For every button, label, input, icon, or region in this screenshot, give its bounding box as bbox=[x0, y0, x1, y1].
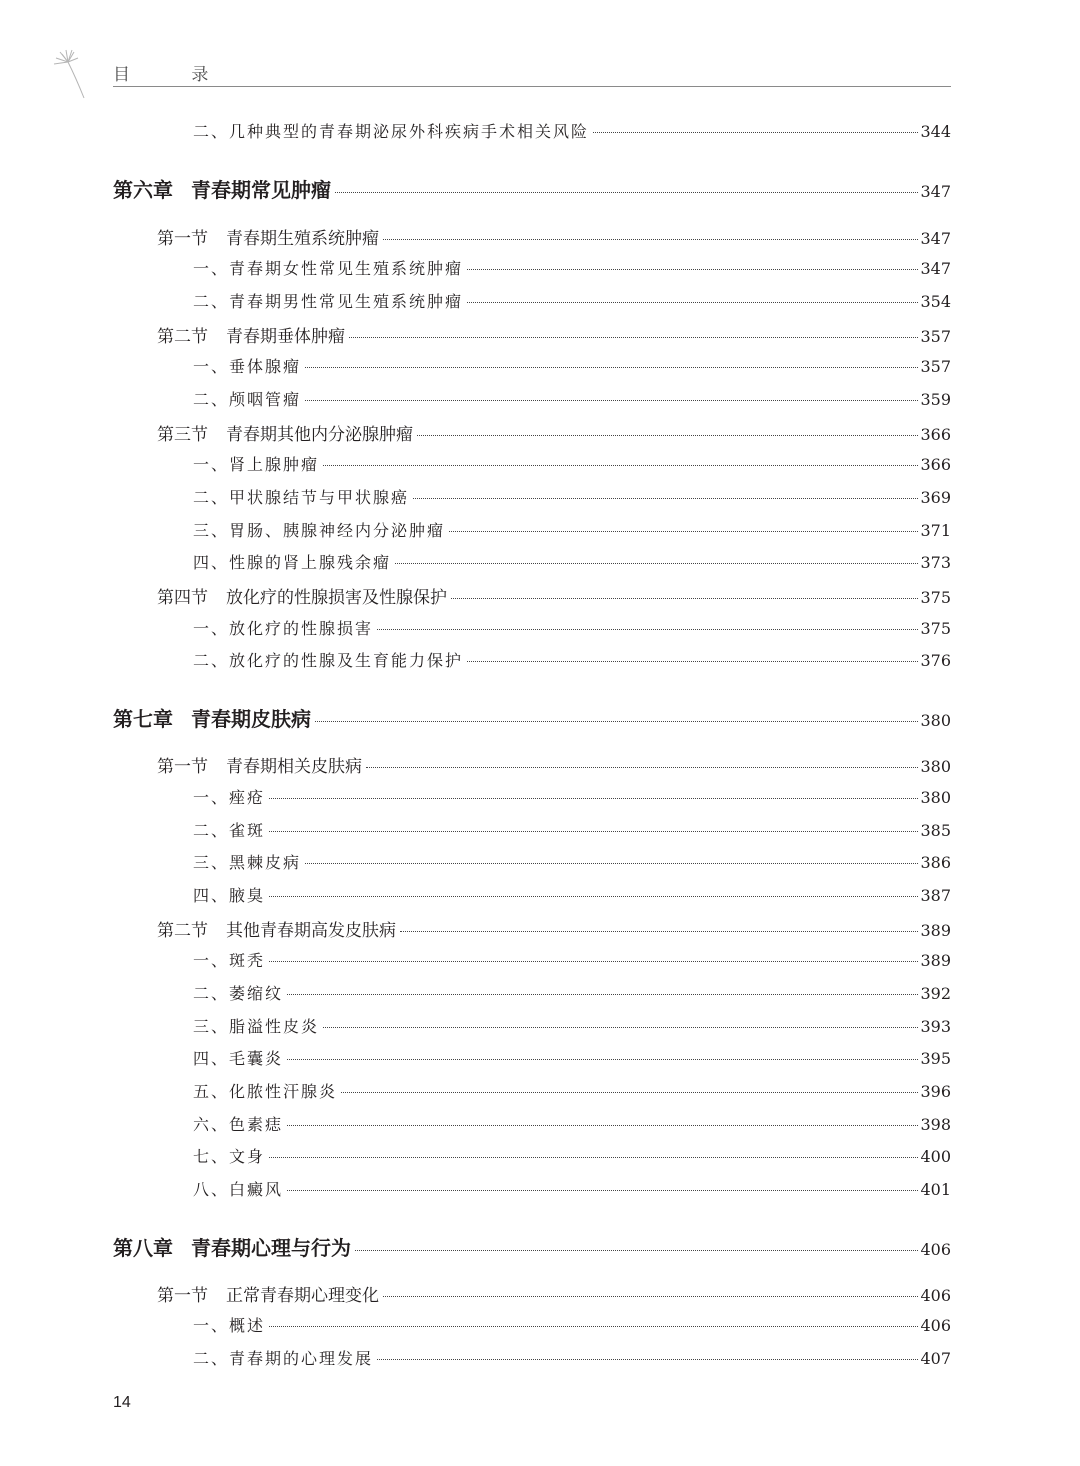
toc-item-row[interactable] bbox=[193, 1346, 951, 1374]
toc-entry-label bbox=[157, 752, 362, 777]
toc-item-row[interactable] bbox=[193, 1144, 951, 1172]
toc-entry-number: 第一节 bbox=[157, 757, 208, 777]
toc-page-number: 401 bbox=[920, 1180, 951, 1199]
toc-entry-label bbox=[157, 322, 345, 347]
toc-entry-title: 二、颅咽管瘤 bbox=[193, 390, 302, 409]
dot-leader bbox=[269, 1326, 918, 1327]
toc-entry-title: 正常青春期心理变化 bbox=[226, 1286, 379, 1306]
toc-page-number: 406 bbox=[920, 1316, 951, 1335]
toc-section-row[interactable] bbox=[157, 752, 951, 780]
toc-entry-label bbox=[193, 1346, 373, 1369]
page-number: 14 bbox=[113, 1394, 131, 1411]
dot-leader bbox=[269, 831, 918, 832]
toc-page-number: 380 bbox=[920, 711, 951, 730]
toc-item-row[interactable] bbox=[193, 518, 951, 546]
dot-leader bbox=[349, 337, 918, 338]
page-title: 目 录 bbox=[113, 65, 237, 85]
dot-leader bbox=[287, 1125, 918, 1126]
toc-item-row[interactable] bbox=[193, 883, 951, 911]
toc-page-number: 357 bbox=[920, 327, 951, 346]
dot-leader bbox=[335, 192, 918, 193]
dot-leader bbox=[269, 798, 918, 799]
toc-item-row[interactable] bbox=[193, 387, 951, 415]
toc-page-number: 347 bbox=[920, 259, 951, 278]
toc-page-number: 359 bbox=[920, 390, 951, 409]
toc-entry-label bbox=[157, 1281, 379, 1306]
toc-entry-label bbox=[157, 583, 447, 608]
toc-item-row[interactable] bbox=[193, 1313, 951, 1341]
dot-leader bbox=[417, 435, 918, 436]
toc-page-number: 380 bbox=[920, 788, 951, 807]
dot-leader bbox=[413, 498, 918, 499]
toc-entry-title: 四、性腺的肾上腺残余瘤 bbox=[193, 553, 392, 572]
toc-entry-label bbox=[193, 981, 283, 1004]
toc-entry-title: 六、色素痣 bbox=[193, 1115, 284, 1134]
toc-page-number: 406 bbox=[920, 1240, 951, 1259]
toc-page-number: 386 bbox=[920, 853, 951, 872]
toc-page-number: 406 bbox=[920, 1286, 951, 1305]
toc-page-number: 389 bbox=[920, 921, 951, 940]
toc-page-number: 375 bbox=[920, 619, 951, 638]
toc-entry-label bbox=[193, 256, 463, 279]
toc-item-row[interactable] bbox=[193, 616, 951, 644]
toc-page-number: 389 bbox=[920, 951, 951, 970]
toc-entry-number: 第八章 bbox=[113, 1236, 173, 1260]
toc-item-row[interactable] bbox=[193, 485, 951, 513]
toc-chapter-row[interactable] bbox=[113, 1232, 951, 1260]
dot-leader bbox=[451, 598, 918, 599]
toc-entry-title: 一、肾上腺肿瘤 bbox=[193, 455, 320, 474]
toc-entry-title: 青春期垂体肿瘤 bbox=[226, 327, 345, 347]
toc-entry-label bbox=[193, 648, 463, 671]
dot-leader bbox=[323, 1027, 918, 1028]
toc-chapter-row[interactable] bbox=[113, 174, 951, 202]
toc-entry-label bbox=[193, 883, 265, 906]
toc-entry-title: 放化疗的性腺损害及性腺保护 bbox=[226, 588, 447, 608]
toc-entry-title: 七、文身 bbox=[193, 1147, 266, 1166]
toc-item-row[interactable] bbox=[193, 289, 951, 317]
dot-leader bbox=[449, 531, 918, 532]
toc-entry-label bbox=[193, 485, 409, 508]
toc-page-number: 380 bbox=[920, 757, 951, 776]
toc-section-row[interactable] bbox=[157, 224, 951, 252]
toc-page-number: 385 bbox=[920, 821, 951, 840]
toc-entry-label bbox=[193, 1112, 283, 1135]
toc-item-row[interactable] bbox=[193, 1112, 951, 1140]
toc-item-row[interactable] bbox=[193, 550, 951, 578]
toc-page-number: 407 bbox=[920, 1349, 951, 1368]
dot-leader bbox=[467, 302, 918, 303]
dot-leader bbox=[377, 1359, 918, 1360]
toc-entry-number: 第二节 bbox=[157, 327, 208, 347]
toc-section-row[interactable] bbox=[157, 322, 951, 350]
toc-entry-label bbox=[193, 1177, 283, 1200]
toc-entry-title: 青春期其他内分泌腺肿瘤 bbox=[226, 425, 413, 445]
toc-page-number: 371 bbox=[920, 521, 951, 540]
toc-entry-label bbox=[193, 1014, 319, 1037]
toc-entry-label bbox=[157, 916, 396, 941]
toc-entry-title: 五、化脓性汗腺炎 bbox=[193, 1082, 338, 1101]
toc-item-row[interactable] bbox=[193, 948, 951, 976]
dot-leader bbox=[377, 629, 918, 630]
toc-page-number: 393 bbox=[920, 1017, 951, 1036]
dot-leader bbox=[341, 1092, 918, 1093]
toc-entry-title: 二、放化疗的性腺及生育能力保护 bbox=[193, 651, 464, 670]
dot-leader bbox=[305, 863, 918, 864]
toc-item-row[interactable] bbox=[193, 1046, 951, 1074]
toc-entry-title: 三、黑棘皮病 bbox=[193, 853, 302, 872]
toc-entry-number: 第三节 bbox=[157, 425, 208, 445]
toc-entry-title: 三、胃肠、胰腺神经内分泌肿瘤 bbox=[193, 521, 446, 540]
toc-page-number: 366 bbox=[920, 455, 951, 474]
toc-entry-label bbox=[193, 518, 445, 541]
dot-leader bbox=[287, 994, 918, 995]
toc-entry-label bbox=[193, 1046, 283, 1069]
toc-entry-title: 青春期心理与行为 bbox=[191, 1236, 351, 1260]
dot-leader bbox=[467, 661, 918, 662]
dot-leader bbox=[395, 563, 918, 564]
toc-item-row[interactable] bbox=[193, 785, 951, 813]
toc-item-row[interactable] bbox=[193, 1014, 951, 1042]
toc-entry-title: 二、萎缩纹 bbox=[193, 984, 284, 1003]
toc-entry-title: 二、青春期的心理发展 bbox=[193, 1349, 374, 1368]
toc-entry-label bbox=[193, 119, 589, 142]
toc-page-number: 396 bbox=[920, 1082, 951, 1101]
toc-entry-number: 第一节 bbox=[157, 229, 208, 249]
toc-page-number: 392 bbox=[920, 984, 951, 1003]
toc-entry-title: 二、几种典型的青春期泌尿外科疾病手术相关风险 bbox=[193, 122, 590, 141]
dot-leader bbox=[323, 465, 918, 466]
toc-entry-label bbox=[193, 550, 391, 573]
dot-leader bbox=[269, 1157, 918, 1158]
toc-section-row[interactable] bbox=[157, 583, 951, 611]
toc-entry-number: 第七章 bbox=[113, 707, 173, 731]
dot-leader bbox=[593, 132, 918, 133]
toc-page-number: 366 bbox=[920, 425, 951, 444]
toc-page-number: 354 bbox=[920, 292, 951, 311]
toc-page-number: 344 bbox=[920, 122, 951, 141]
toc-entry-title: 一、放化疗的性腺损害 bbox=[193, 619, 374, 638]
dot-leader bbox=[366, 767, 918, 768]
toc-page-number: 375 bbox=[920, 588, 951, 607]
dot-leader bbox=[355, 1250, 918, 1251]
toc-entry-number: 第六章 bbox=[113, 178, 173, 202]
toc-entry-label bbox=[113, 703, 311, 732]
toc-entry-title: 二、雀斑 bbox=[193, 821, 266, 840]
toc-item-row[interactable] bbox=[193, 354, 951, 382]
dot-leader bbox=[287, 1190, 918, 1191]
toc-item-row[interactable] bbox=[193, 850, 951, 878]
toc-page-number: 376 bbox=[920, 651, 951, 670]
toc-page-number: 387 bbox=[920, 886, 951, 905]
toc-entry-number: 第一节 bbox=[157, 1286, 208, 1306]
toc-entry-label bbox=[193, 948, 265, 971]
toc-entry-title: 二、青春期男性常见生殖系统肿瘤 bbox=[193, 292, 464, 311]
toc-chapter-row[interactable] bbox=[113, 703, 951, 731]
toc-page-number: 347 bbox=[920, 182, 951, 201]
toc-entry-label bbox=[193, 452, 319, 475]
dot-leader bbox=[305, 367, 918, 368]
dot-leader bbox=[467, 269, 918, 270]
dot-leader bbox=[383, 239, 918, 240]
toc-entry-label bbox=[193, 818, 265, 841]
toc-entry-label bbox=[193, 1313, 265, 1336]
toc-entry-title: 青春期皮肤病 bbox=[191, 707, 311, 731]
toc-entry-label bbox=[193, 616, 373, 639]
page-header bbox=[0, 0, 1080, 100]
toc-section-row[interactable] bbox=[157, 420, 951, 448]
toc-item-row[interactable] bbox=[193, 256, 951, 284]
toc-page-number: 369 bbox=[920, 488, 951, 507]
toc-entry-label bbox=[157, 420, 413, 445]
toc-page-number: 400 bbox=[920, 1147, 951, 1166]
dot-leader bbox=[305, 400, 918, 401]
toc-item-row[interactable] bbox=[193, 981, 951, 1009]
toc-entry-label bbox=[193, 850, 301, 873]
dandelion-icon bbox=[48, 48, 94, 100]
header-divider bbox=[113, 86, 951, 87]
toc-section-row[interactable] bbox=[157, 1281, 951, 1309]
toc-entry-title: 三、脂溢性皮炎 bbox=[193, 1017, 320, 1036]
toc-entry-title: 其他青春期高发皮肤病 bbox=[226, 921, 396, 941]
toc-entry-title: 青春期常见肿瘤 bbox=[191, 178, 331, 202]
toc-item-row[interactable] bbox=[193, 1079, 951, 1107]
toc-entry-label bbox=[157, 224, 379, 249]
toc-section-row[interactable] bbox=[157, 916, 951, 944]
toc-page-number: 347 bbox=[920, 229, 951, 248]
toc-entry-title: 八、白癜风 bbox=[193, 1180, 284, 1199]
toc-entry-number: 第二节 bbox=[157, 921, 208, 941]
dot-leader bbox=[400, 931, 918, 932]
toc-entry-title: 青春期生殖系统肿瘤 bbox=[226, 229, 379, 249]
toc-page-number: 395 bbox=[920, 1049, 951, 1068]
toc-entry-label bbox=[193, 1144, 265, 1167]
toc-entry-label bbox=[193, 387, 301, 410]
toc-entry-label bbox=[193, 289, 463, 312]
toc-item-row[interactable] bbox=[193, 818, 951, 846]
toc-entry-title: 一、青春期女性常见生殖系统肿瘤 bbox=[193, 259, 464, 278]
toc-entry-title: 一、斑秃 bbox=[193, 951, 266, 970]
dot-leader bbox=[315, 721, 918, 722]
toc-entry-title: 二、甲状腺结节与甲状腺癌 bbox=[193, 488, 410, 507]
toc-entry-label bbox=[113, 1232, 351, 1261]
toc-page-number: 373 bbox=[920, 553, 951, 572]
toc-item-row[interactable] bbox=[193, 119, 951, 147]
toc-entry-title: 青春期相关皮肤病 bbox=[226, 757, 362, 777]
toc-item-row[interactable] bbox=[193, 1177, 951, 1205]
toc-entry-number: 第四节 bbox=[157, 588, 208, 608]
toc-entry-title: 一、垂体腺瘤 bbox=[193, 357, 302, 376]
toc-entry-title: 一、概述 bbox=[193, 1316, 266, 1335]
toc-page-number: 357 bbox=[920, 357, 951, 376]
toc-item-row[interactable] bbox=[193, 648, 951, 676]
toc-entry-title: 四、毛囊炎 bbox=[193, 1049, 284, 1068]
dot-leader bbox=[287, 1059, 918, 1060]
dot-leader bbox=[383, 1296, 918, 1297]
toc-entry-title: 四、腋臭 bbox=[193, 886, 266, 905]
toc-entry-label bbox=[113, 174, 331, 203]
toc-entry-title: 一、痤疮 bbox=[193, 788, 266, 807]
dot-leader bbox=[269, 961, 918, 962]
dot-leader bbox=[269, 896, 918, 897]
toc-page-number: 398 bbox=[920, 1115, 951, 1134]
toc-entry-label bbox=[193, 785, 265, 808]
toc-entry-label bbox=[193, 1079, 337, 1102]
toc-item-row[interactable] bbox=[193, 452, 951, 480]
toc-entry-label bbox=[193, 354, 301, 377]
